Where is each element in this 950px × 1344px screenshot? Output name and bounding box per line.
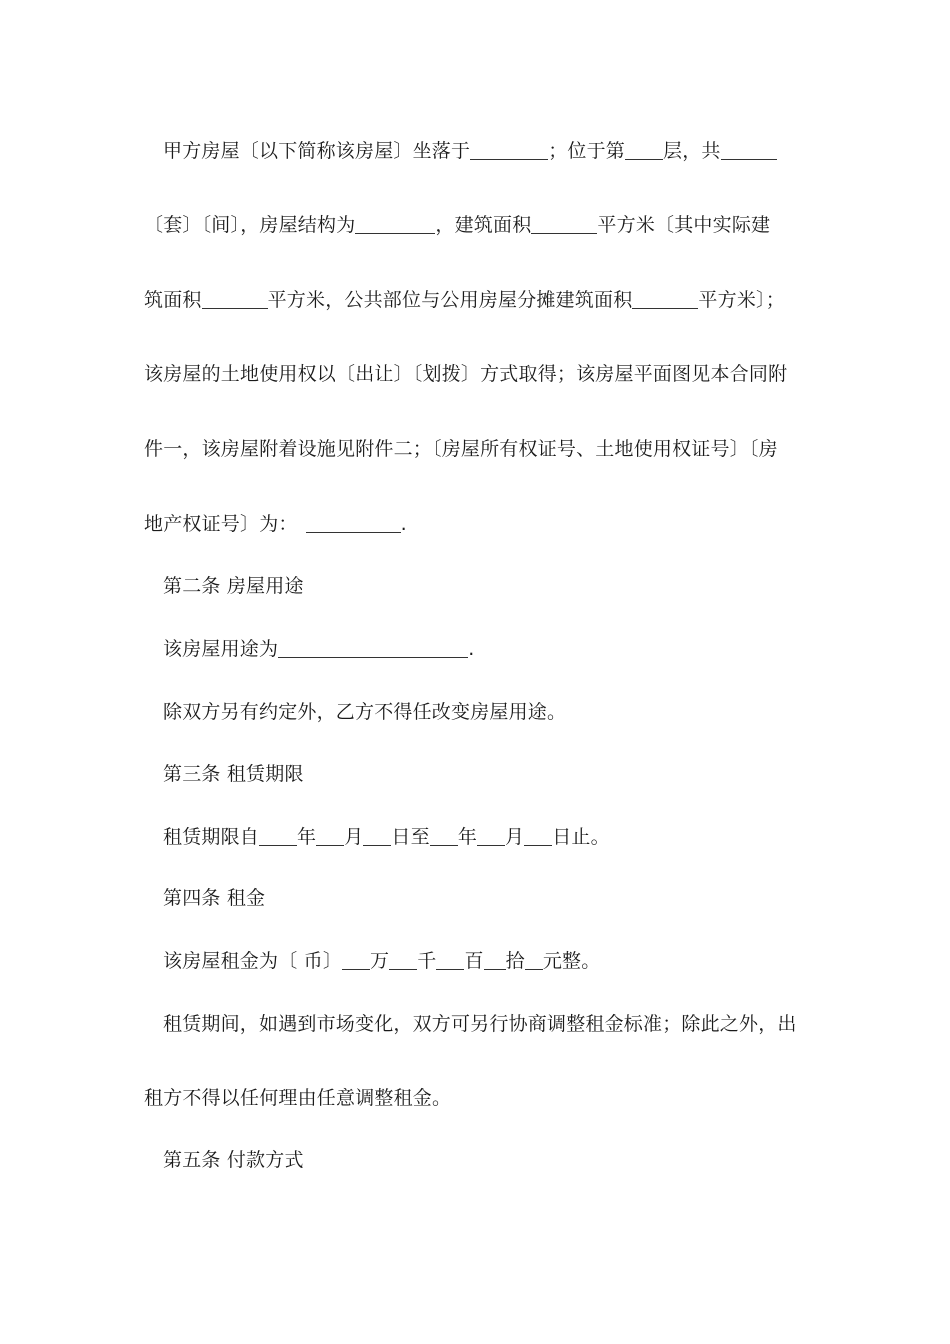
clause1-line2 [144, 213, 804, 237]
floor-text: ；位于第 [548, 140, 626, 162]
clause4-adjust-line1: 租赁期间，如遇到市场变化，双方可另行协商调整租金标准；除此之外，出 [163, 1013, 797, 1035]
actual-area-text: 平方米〔其中实际建 [597, 214, 771, 236]
clause2-restriction: 除双方另有约定外，乙方不得任改变房屋用途。 [163, 701, 567, 723]
clause1-line6: 地产权证号〕为： . [144, 513, 407, 535]
shared-area-unit: 平方米〕； [698, 289, 785, 311]
bai-blank [436, 950, 464, 970]
actual-area-blank [202, 289, 268, 309]
building-area-text: ，建筑面积 [435, 214, 532, 236]
end-day-blank [524, 826, 552, 846]
use-blank [278, 638, 468, 658]
clause1-line3 [144, 288, 804, 312]
shi-blank [484, 950, 506, 970]
clause4-rent-line: 该房屋租金为〔 币〕 万 千 百 拾 元整。 [163, 950, 601, 972]
certificate-blank [306, 513, 401, 533]
clause3-term-line: 租赁期限自 年 月 日至 年 月 日止。 [163, 826, 610, 848]
structure-blank [355, 214, 435, 234]
structure-text: 〔套〕〔间〕，房屋结构为 [144, 214, 356, 236]
yuan-blank [525, 950, 543, 970]
clause2-use-line: 该房屋用途为 . [163, 638, 475, 660]
shared-area-blank [632, 289, 698, 309]
clause2-heading: 第二条 房屋用途 [163, 575, 304, 597]
clause1-line1 [163, 139, 823, 163]
clause4-heading: 第四条 租金 [163, 887, 266, 909]
clause3-heading: 第三条 租赁期限 [163, 763, 304, 785]
wan-blank [342, 950, 370, 970]
shared-area-text: 平方米，公共部位与公用房屋分摊建筑面积 [267, 289, 633, 311]
start-month-blank [316, 826, 344, 846]
term-text: 租赁期限自 [163, 826, 260, 848]
end-month-blank [477, 826, 505, 846]
rent-text: 该房屋租金为〔 币〕 [163, 950, 343, 972]
end-year-blank [430, 826, 458, 846]
location-blank [470, 140, 548, 160]
clause1-line5: 件一，该房屋附着设施见附件二；〔房屋所有权证号、土地使用权证号〕〔房 [144, 438, 778, 460]
actual-area-label: 筑面积 [144, 289, 202, 311]
qian-blank [389, 950, 417, 970]
use-text: 该房屋用途为 [163, 638, 279, 660]
start-year-blank [259, 826, 297, 846]
building-area-blank [531, 214, 597, 234]
clause5-heading: 第五条 付款方式 [163, 1149, 304, 1171]
total-floors-blank [721, 140, 777, 160]
certificate-text: 地产权证号〕为： [144, 513, 298, 535]
floor-blank [625, 140, 663, 160]
location-text: 甲方房屋〔以下简称该房屋〕坐落于 [163, 140, 471, 162]
clause1-line4: 该房屋的土地使用权以〔出让〕〔划拨〕方式取得；该房屋平面图见本合同附 [144, 363, 788, 385]
clause4-adjust-line2: 租方不得以任何理由任意调整租金。 [144, 1087, 452, 1109]
total-floors-text: 层，共 [663, 140, 721, 162]
start-day-blank [363, 826, 391, 846]
